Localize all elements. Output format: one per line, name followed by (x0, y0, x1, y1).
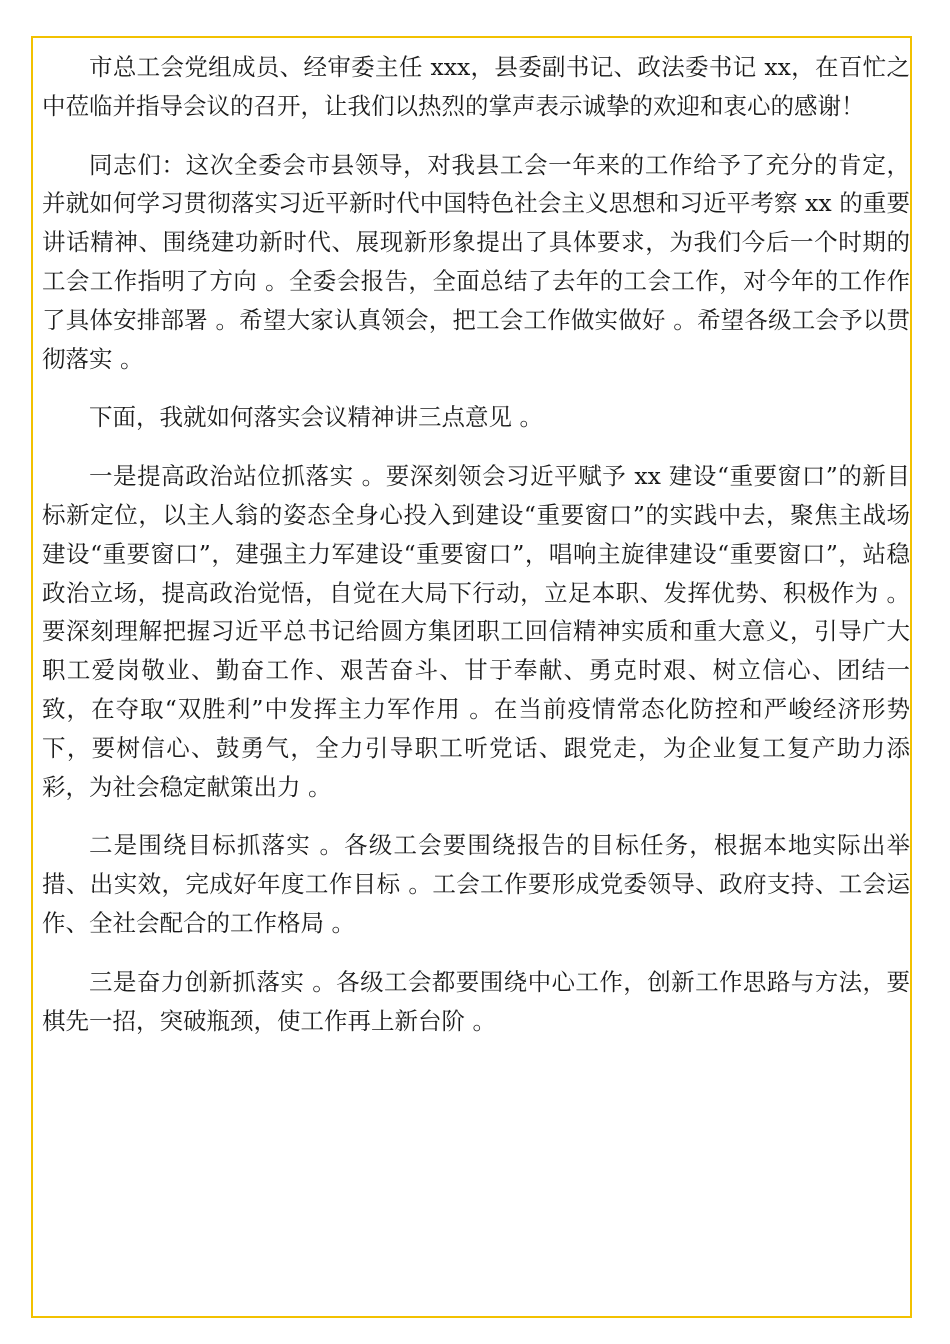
paragraph-point-two: 二是围绕目标抓落实 。各级工会要围绕报告的目标任务，根据本地实际出举措、出实效，完成好年度工作目标 。工会工作要形成党委领导、政府支持、工会运作、全社会配合的工作格局 。 (42, 831, 910, 937)
paragraph-comrades: 同志们：这次全委会市县领导，对我县工会一年来的工作给予了充分的肯定，并就如何学习贯彻落实习近平新时代中国特色社会主义思想和习近平考察 xx 的重要讲话精神、围绕建功新时代、展现新形象提出了具体要求，为我们今后一个时期的工会工作指明了方向 。全委会报告，全面总结了去年的工会工作，对今年的工作作了具体安排部署 。希望大家认真领会，把工会工作做实做好 。希望各级工会予以贯彻落实 。 (42, 150, 910, 373)
paragraph-point-three: 三是奋力创新抓落实 。各级工会都要围绕中心工作，创新工作思路与方法，要棋先一招，突破瓶颈，使工作再上新台阶 。 (42, 967, 910, 1035)
document-body (42, 48, 910, 1060)
paragraph-point-one: 一是提高政治站位抓落实 。要深刻领会习近平赋予 xx 建设“重要窗口”的新目标新定位，以主人翁的姿态全身心投入到建设“重要窗口”的实践中去，聚焦主战场建设“重要窗口”，建强主力军建设“重要窗口”，唱响主旋律建设“重要窗口”，站稳政治立场，提高政治觉悟，自觉在大局下行动，立足本职、发挥优势、积极作为 。要深刻理解把握习近平总书记给圆方集团职工回信精神实质和重大意义，引导广大职工爱岗敬业、勤奋工作、艰苦奋斗、甘于奉献、勇克时艰、树立信心、团结一致，在夺取“双胜利”中发挥主力军作用 。在当前疫情常态化防控和严峻经济形势下，要树信心、鼓勇气，全力引导职工听党话、跟党走，为企业复工复产助力添彩，为社会稳定献策出力 。 (42, 462, 910, 801)
paragraph-three-points: 下面，我就如何落实会议精神讲三点意见 。 (89, 403, 543, 432)
paragraph-welcome: 市总工会党组成员、经审委主任 xxx，县委副书记、政法委书记 xx，在百忙之中莅临并指导会议的召开，让我们以热烈的掌声表示诚挚的欢迎和衷心的感谢！ (42, 53, 910, 120)
